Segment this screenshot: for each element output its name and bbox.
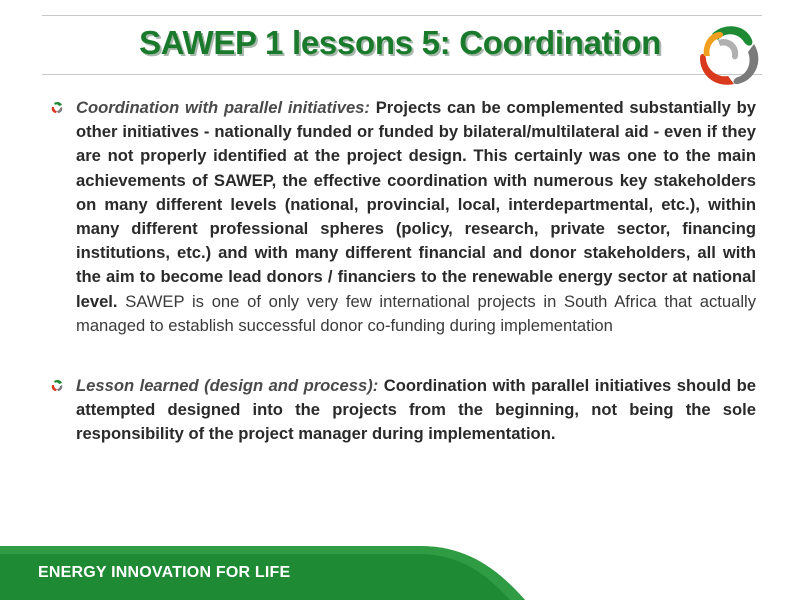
tri-swirl-bullet-icon	[50, 379, 64, 392]
slide-body	[48, 96, 756, 447]
bullet-text	[76, 96, 756, 338]
header-top-rule	[42, 15, 762, 16]
footer-tagline: ENERGY INNOVATION FOR LIFE	[38, 564, 291, 581]
bullet-lesson-learned	[48, 374, 756, 447]
bullet-text	[76, 374, 756, 447]
bullet-bold-text: Coordination with parallel initiatives should be attempted designed into the projects from the beginning, not being the sole responsibility of the project manager during implementation.	[76, 376, 756, 444]
slide-title: SAWEP 1 lessons 5: Coordination	[139, 24, 661, 61]
tri-ring-logo-icon	[694, 22, 764, 88]
bullet-heading: Coordination with parallel initiatives:	[76, 98, 370, 117]
bullet-bold-text: Projects can be complemented substantially by other initiatives - nationally funded or funded by bilateral/multilateral aid - even if they are not properly identified at the project design. This certainly was one to the main achievements of SAWEP, the effective coordination with numerous key stakeholders on many different levels (national, provincial, local, interdepartmental, etc.), within many different professional spheres (policy, research, private sector, financing institutions, etc.) and with many different financial and donor stakeholders, all with the aim to become lead donors / financiers to the renewable energy sector at national level.	[76, 98, 756, 311]
bullet-heading: Lesson learned (design and process):	[76, 376, 379, 396]
bullet-normal-text: SAWEP is one of only very few international projects in South Africa that actually managed to establish successful donor co-funding during implementation	[76, 291, 756, 335]
bullet-coordination	[48, 96, 756, 338]
tri-swirl-bullet-icon	[50, 101, 64, 114]
header-bottom-rule	[42, 74, 762, 75]
